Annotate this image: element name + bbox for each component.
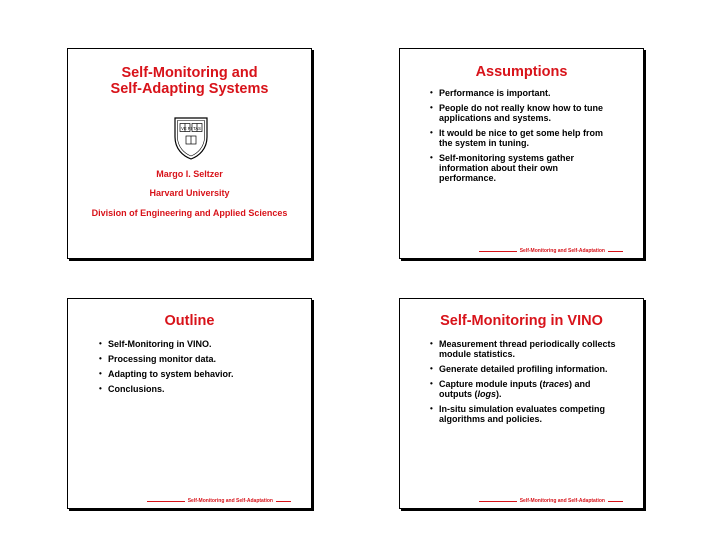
list-item: • Measurement thread periodically collects module statistics. <box>430 339 640 359</box>
affiliation: Harvard University <box>149 188 230 198</box>
author-name: Margo I. Seltzer <box>156 169 223 179</box>
bullet-list <box>99 339 299 399</box>
logo-motto: VE RI TAS <box>181 126 201 131</box>
footer-text: Self-Monitoring and Self-Adaptation <box>519 498 605 504</box>
list-item: • Conclusions. <box>99 384 299 394</box>
slide-footer <box>479 248 623 254</box>
list-item: • It would be nice to get some help from the system in tuning. <box>430 128 635 148</box>
list-item: • Performance is important. <box>430 88 635 98</box>
slide-title <box>68 65 311 97</box>
assumptions-slide <box>399 48 644 259</box>
title-slide <box>67 48 312 259</box>
title-line-1: Self-Monitoring and <box>121 65 258 81</box>
bullet-list <box>430 88 635 188</box>
list-item: • People do not really know how to tune applications and systems. <box>430 103 635 123</box>
slide-footer <box>147 498 291 504</box>
vino-slide <box>399 298 644 509</box>
list-item: • In-situ simulation evaluates competing algorithms and policies. <box>430 404 640 424</box>
bullet-list <box>430 339 640 429</box>
slide-footer <box>479 498 623 504</box>
footer-text: Self-Monitoring and Self-Adaptation <box>187 498 273 504</box>
title-line-2: Self-Adapting Systems <box>110 81 269 97</box>
list-item: • Generate detailed profiling information. <box>430 364 640 374</box>
list-item: • Capture module inputs (traces) and outputs (logs). <box>430 379 640 399</box>
outline-slide <box>67 298 312 509</box>
division: Division of Engineering and Applied Sciences <box>91 208 288 218</box>
footer-text: Self-Monitoring and Self-Adaptation <box>519 248 605 254</box>
harvard-shield-logo <box>172 115 210 161</box>
slide-title: Outline <box>164 313 215 329</box>
list-item: • Processing monitor data. <box>99 354 299 364</box>
slide-title: Self-Monitoring in VINO <box>440 313 603 329</box>
list-item: • Self-monitoring systems gather information about their own performance. <box>430 153 635 183</box>
list-item: • Self-Monitoring in VINO. <box>99 339 299 349</box>
slide-title: Assumptions <box>475 64 568 80</box>
list-item: • Adapting to system behavior. <box>99 369 299 379</box>
